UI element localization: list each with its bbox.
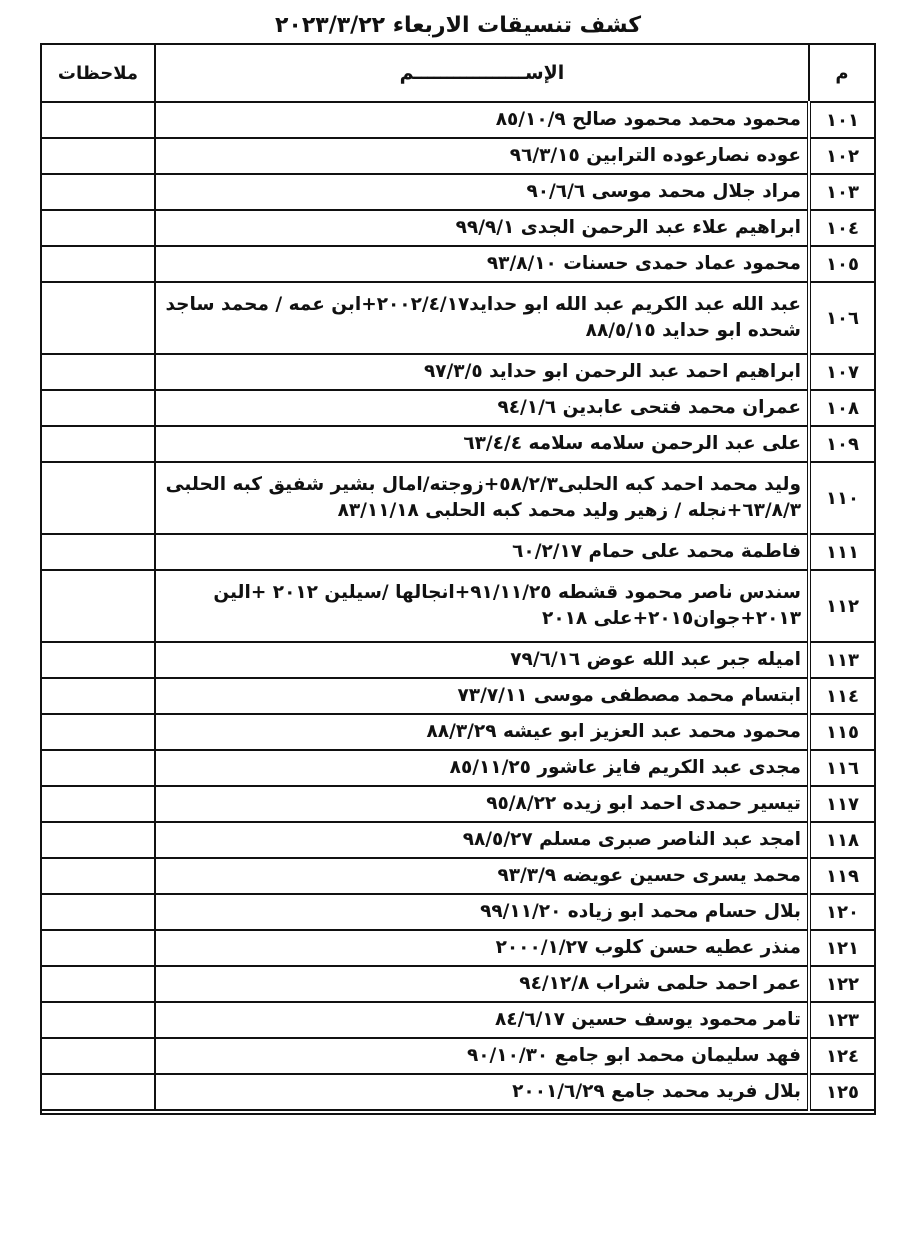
- row-notes: [41, 642, 155, 678]
- column-header-name: الإســـــــــــــــــم: [155, 44, 809, 102]
- row-notes: [41, 282, 155, 354]
- row-notes: [41, 174, 155, 210]
- row-name: محمود محمد محمود صالح ٨٥/١٠/٩: [155, 102, 809, 138]
- row-notes: [41, 858, 155, 894]
- table-row: [41, 102, 875, 138]
- page-title: كشف تنسيقات الاربعاء ٢٠٢٣/٣/٢٢: [274, 13, 642, 38]
- table-row: [41, 930, 875, 966]
- row-name: محمود محمد عبد العزيز ابو عيشه ٨٨/٣/٢٩: [155, 714, 809, 750]
- row-number: ١١٨: [809, 822, 875, 858]
- row-name: وليد محمد احمد كبه الحلبى٥٨/٢/٣+زوجته/امال بشير شفيق كبه الحلبى ٦٣/٨/٣+نجله / زهير وليد محمد كبه الحلبى ٨٣/١١/١٨: [155, 462, 809, 534]
- row-name: ابراهيم احمد عبد الرحمن ابو حدايد ٩٧/٣/٥: [155, 354, 809, 390]
- row-number: ١٢٢: [809, 966, 875, 1002]
- row-number: ١٠٤: [809, 210, 875, 246]
- row-number: ١١٠: [809, 462, 875, 534]
- row-name: محمد يسرى حسين عويضه ٩٣/٣/٩: [155, 858, 809, 894]
- row-notes: [41, 750, 155, 786]
- row-notes: [41, 1038, 155, 1074]
- row-name: امجد عبد الناصر صبرى مسلم ٩٨/٥/٢٧: [155, 822, 809, 858]
- table-row: [41, 642, 875, 678]
- table-row: [41, 750, 875, 786]
- row-number: ١٠٢: [809, 138, 875, 174]
- row-number: ١٠٦: [809, 282, 875, 354]
- table-row: [41, 1038, 875, 1074]
- row-number: ١١٣: [809, 642, 875, 678]
- table-row: [41, 966, 875, 1002]
- row-name: اميله جبر عبد الله عوض ٧٩/٦/١٦: [155, 642, 809, 678]
- row-number: ١٠٣: [809, 174, 875, 210]
- row-number: ١٠٩: [809, 426, 875, 462]
- row-notes: [41, 138, 155, 174]
- table-row: [41, 858, 875, 894]
- row-number: ١٠٥: [809, 246, 875, 282]
- table-row: [41, 714, 875, 750]
- table-row: [41, 246, 875, 282]
- table-row: [41, 678, 875, 714]
- row-name: فاطمة محمد على حمام ٦٠/٢/١٧: [155, 534, 809, 570]
- table-row: [41, 462, 875, 534]
- row-name: على عبد الرحمن سلامه سلامه ٦٣/٤/٤: [155, 426, 809, 462]
- row-notes: [41, 714, 155, 750]
- table-row: [41, 210, 875, 246]
- table-row: [41, 786, 875, 822]
- row-name: بلال فريد محمد جامع ٢٠٠١/٦/٢٩: [155, 1074, 809, 1110]
- row-notes: [41, 426, 155, 462]
- row-number: ١٢١: [809, 930, 875, 966]
- row-number: ١٢٠: [809, 894, 875, 930]
- row-notes: [41, 1074, 155, 1110]
- row-name: مراد جلال محمد موسى ٩٠/٦/٦: [155, 174, 809, 210]
- table-row: [41, 894, 875, 930]
- table-row: [41, 1002, 875, 1038]
- table-row: [41, 570, 875, 642]
- row-notes: [41, 102, 155, 138]
- row-name: عبد الله عبد الكريم عبد الله ابو حدايد٢٠٠٢/٤/١٧+ابن عمه / محمد ساجد شحده ابو حدايد ٨٨/٥/١٥: [155, 282, 809, 354]
- row-notes: [41, 786, 155, 822]
- row-name: تامر محمود يوسف حسين ٨٤/٦/١٧: [155, 1002, 809, 1038]
- row-notes: [41, 822, 155, 858]
- row-notes: [41, 390, 155, 426]
- row-notes: [41, 354, 155, 390]
- row-name: سندس ناصر محمود قشطه ٩١/١١/٢٥+انجالها /سيلين ٢٠١٢ +الين ٢٠١٣+جوان٢٠١٥+على ٢٠١٨: [155, 570, 809, 642]
- row-number: ١٠١: [809, 102, 875, 138]
- roster-table: [40, 43, 876, 1111]
- row-notes: [41, 930, 155, 966]
- row-number: ١٢٣: [809, 1002, 875, 1038]
- row-number: ١١٦: [809, 750, 875, 786]
- table-row: [41, 282, 875, 354]
- row-number: ١١٩: [809, 858, 875, 894]
- table-row: [41, 426, 875, 462]
- row-name: فهد سليمان محمد ابو جامع ٩٠/١٠/٣٠: [155, 1038, 809, 1074]
- table-row: [41, 390, 875, 426]
- row-notes: [41, 210, 155, 246]
- column-header-notes: ملاحظات: [41, 44, 155, 102]
- row-name: ابراهيم علاء عبد الرحمن الجدى ٩٩/٩/١: [155, 210, 809, 246]
- row-notes: [41, 678, 155, 714]
- row-number: ١٢٥: [809, 1074, 875, 1110]
- row-number: ١٠٧: [809, 354, 875, 390]
- row-name: عمر احمد حلمى شراب ٩٤/١٢/٨: [155, 966, 809, 1002]
- row-number: ١١٧: [809, 786, 875, 822]
- row-name: محمود عماد حمدى حسنات ٩٣/٨/١٠: [155, 246, 809, 282]
- row-notes: [41, 570, 155, 642]
- row-name: مجدى عبد الكريم فايز عاشور ٨٥/١١/٢٥: [155, 750, 809, 786]
- row-notes: [41, 894, 155, 930]
- row-number: ١١١: [809, 534, 875, 570]
- table-row: [41, 1074, 875, 1110]
- row-number: ١٢٤: [809, 1038, 875, 1074]
- table-row: [41, 138, 875, 174]
- table-row: [41, 534, 875, 570]
- row-number: ١٠٨: [809, 390, 875, 426]
- row-name: ابتسام محمد مصطفى موسى ٧٣/٧/١١: [155, 678, 809, 714]
- row-notes: [41, 246, 155, 282]
- row-notes: [41, 966, 155, 1002]
- table-row: [41, 822, 875, 858]
- table-header-row: [41, 44, 875, 102]
- row-name: منذر عطيه حسن كلوب ٢٠٠٠/١/٢٧: [155, 930, 809, 966]
- row-number: ١١٥: [809, 714, 875, 750]
- table-row: [41, 354, 875, 390]
- row-name: عوده نصارعوده الترابين ٩٦/٣/١٥: [155, 138, 809, 174]
- row-name: عمران محمد فتحى عابدين ٩٤/١/٦: [155, 390, 809, 426]
- row-notes: [41, 1002, 155, 1038]
- table-row: [41, 174, 875, 210]
- column-header-number: م: [809, 44, 875, 102]
- row-number: ١١٤: [809, 678, 875, 714]
- row-notes: [41, 534, 155, 570]
- row-notes: [41, 462, 155, 534]
- row-name: بلال حسام محمد ابو زياده ٩٩/١١/٢٠: [155, 894, 809, 930]
- row-number: ١١٢: [809, 570, 875, 642]
- row-name: تيسير حمدى احمد ابو زيده ٩٥/٨/٢٢: [155, 786, 809, 822]
